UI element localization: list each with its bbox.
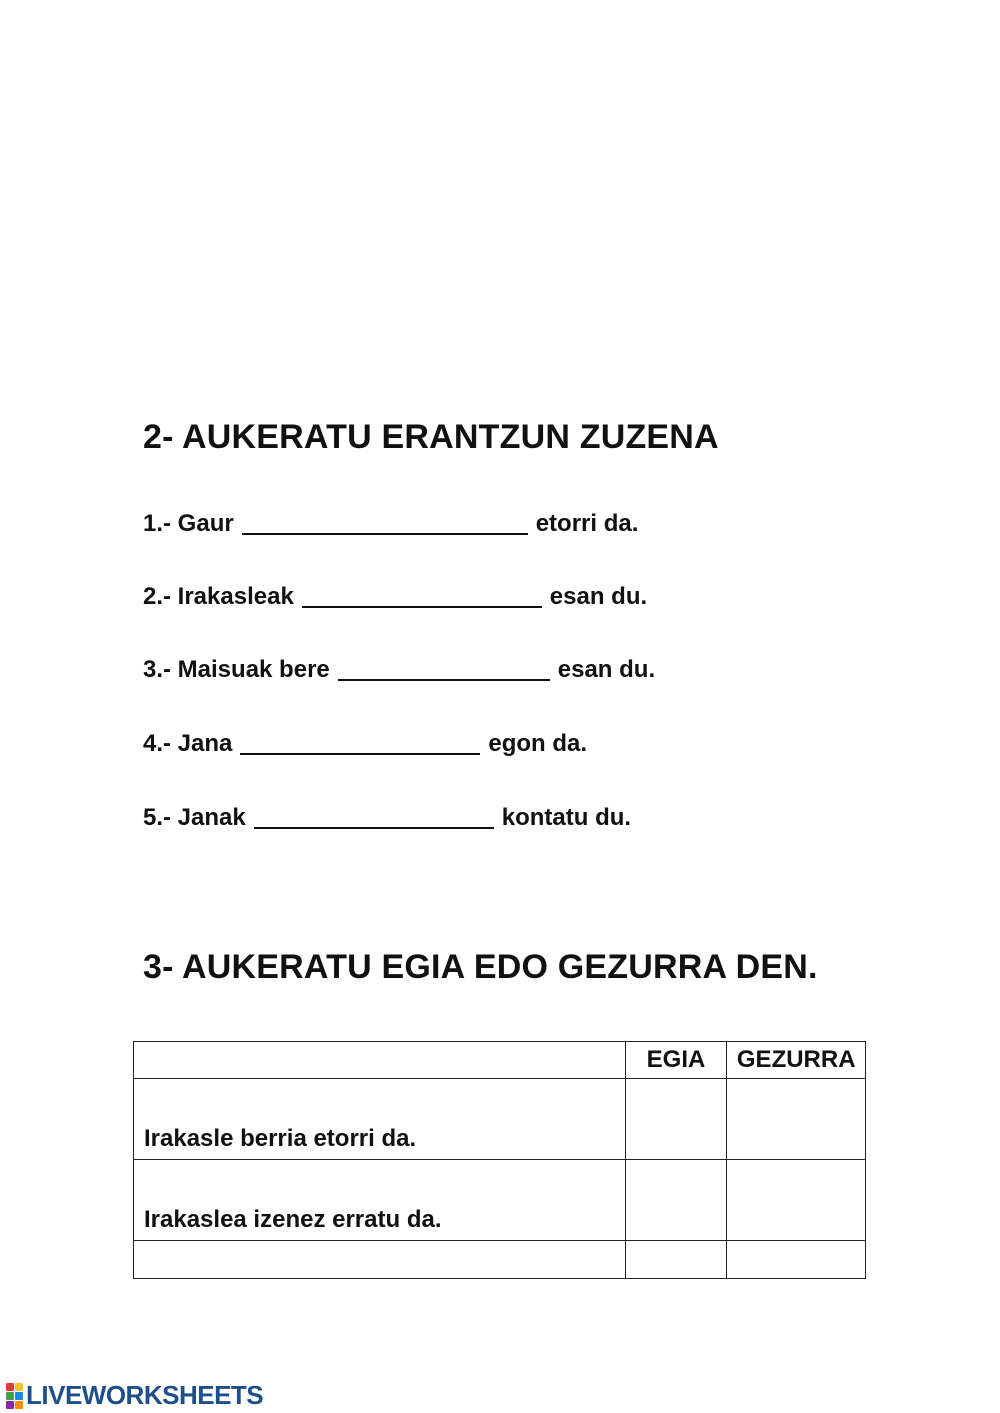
question-3 <box>143 651 655 684</box>
question-1-blank[interactable] <box>242 509 528 535</box>
question-3-prefix: 3.- Maisuak bere <box>143 656 330 683</box>
header-gezurra: GEZURRA <box>727 1042 866 1079</box>
statement-1: Irakasle berria etorri da. <box>134 1079 626 1160</box>
question-4-prefix: 4.- Jana <box>143 730 233 757</box>
question-2 <box>143 578 647 611</box>
question-5 <box>143 799 631 832</box>
question-5-prefix: 5.- Janak <box>143 804 246 831</box>
logo-block <box>15 1392 23 1400</box>
table-header-row <box>134 1042 866 1079</box>
logo-block <box>6 1401 14 1409</box>
question-3-suffix: esan du. <box>557 656 656 683</box>
question-1-prefix: 1.- Gaur <box>143 510 234 537</box>
question-2-prefix: 2.- Irakasleak <box>143 583 294 610</box>
statement-2: Irakaslea izenez erratu da. <box>134 1160 626 1241</box>
logo-block <box>15 1401 23 1409</box>
logo-text: LIVEWORKSHEETS <box>26 1380 264 1410</box>
statement-2-gezurra-cell[interactable] <box>727 1160 866 1241</box>
question-4-suffix: egon da. <box>488 730 588 757</box>
true-false-table <box>133 1041 866 1279</box>
header-statement <box>134 1042 626 1079</box>
header-egia: EGIA <box>625 1042 727 1079</box>
table-row <box>134 1160 866 1241</box>
section-3-title: 3- AUKERATU EGIA EDO GEZURRA DEN. <box>143 948 818 986</box>
question-1-suffix: etorri da. <box>535 510 639 537</box>
logo-block <box>6 1383 14 1391</box>
question-2-blank[interactable] <box>302 582 542 608</box>
logo-mark-icon <box>6 1383 23 1409</box>
statement-3-gezurra-cell[interactable] <box>727 1241 866 1279</box>
logo-block <box>15 1383 23 1391</box>
question-4-blank[interactable] <box>240 729 480 755</box>
statement-2-egia-cell[interactable] <box>625 1160 727 1241</box>
question-3-blank[interactable] <box>338 655 550 681</box>
statement-1-gezurra-cell[interactable] <box>727 1079 866 1160</box>
statement-3 <box>134 1241 626 1279</box>
question-1 <box>143 505 638 538</box>
section-2-title: 2- AUKERATU ERANTZUN ZUZENA <box>143 418 719 456</box>
statement-1-egia-cell[interactable] <box>625 1079 727 1160</box>
statement-3-egia-cell[interactable] <box>625 1241 727 1279</box>
question-5-suffix: kontatu du. <box>501 804 632 831</box>
question-5-blank[interactable] <box>254 803 494 829</box>
question-2-suffix: esan du. <box>549 583 648 610</box>
table-row <box>134 1241 866 1279</box>
question-4 <box>143 725 587 758</box>
liveworksheets-logo[interactable] <box>6 1380 263 1411</box>
table-row <box>134 1079 866 1160</box>
logo-block <box>6 1392 14 1400</box>
